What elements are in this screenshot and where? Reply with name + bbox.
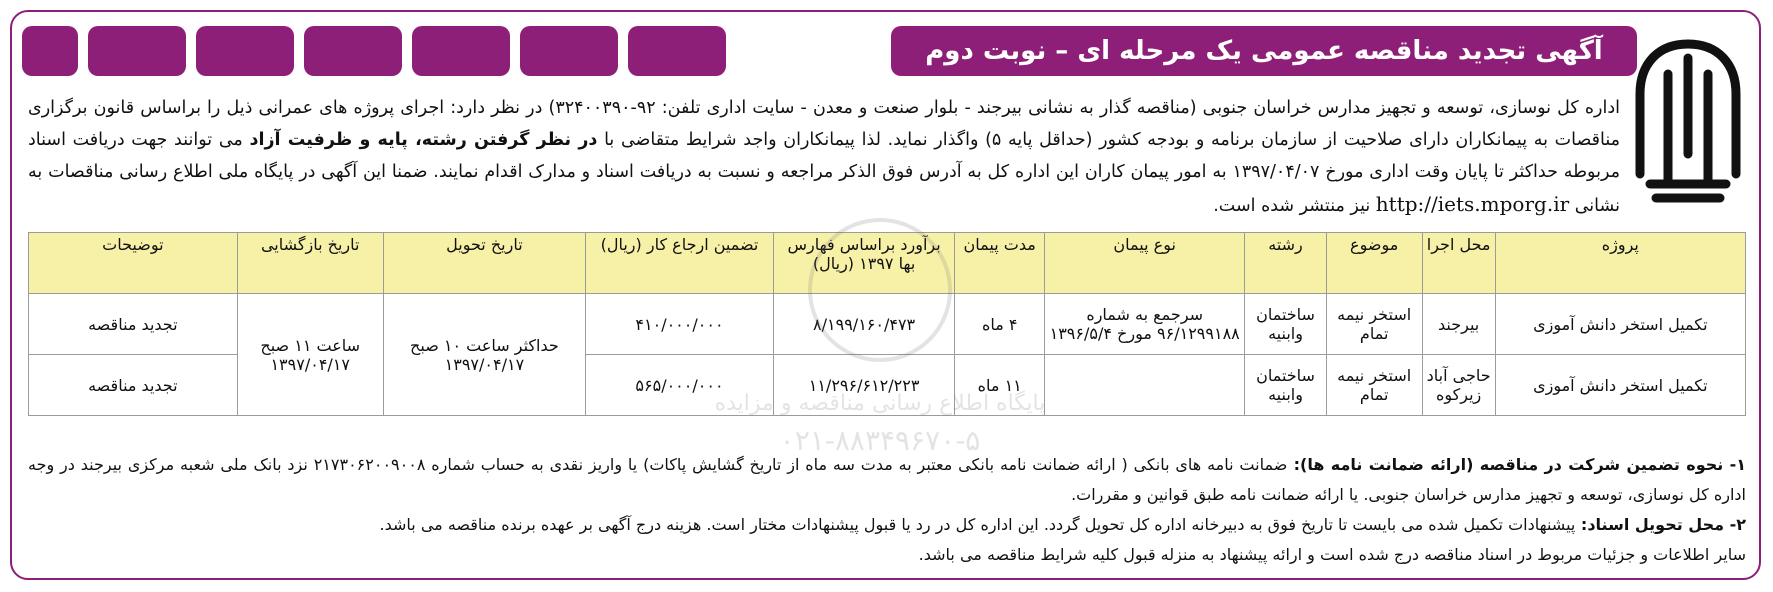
cell-field: ساختمان وابنیه bbox=[1245, 355, 1326, 416]
title-block-2 bbox=[88, 26, 186, 76]
cell-opening: ساعت ۱۱ صبح ۱۳۹۷/۰۴/۱۷ bbox=[237, 294, 383, 416]
header-contract-type: نوع پیمان bbox=[1045, 233, 1245, 294]
table-row bbox=[29, 294, 1746, 355]
title-block-4 bbox=[304, 26, 402, 76]
cell-guarantee: ۴۱۰/۰۰۰/۰۰۰ bbox=[586, 294, 774, 355]
organization-logo bbox=[1628, 34, 1748, 204]
footer-line-2-label: ۲- محل تحویل اسناد: bbox=[1575, 515, 1746, 534]
cell-notes: تجدید مناقصه bbox=[29, 294, 238, 355]
intro-bold-text: در نظر گرفتن رشته، پایه و ظرفیت آزاد bbox=[249, 130, 598, 150]
cell-estimate: ۸/۱۹۹/۱۶۰/۴۷۳ bbox=[773, 294, 955, 355]
cell-project: تکمیل استخر دانش آموزی bbox=[1495, 294, 1745, 355]
watermark-line-1: پایگاه اطلاع رسانی مناقصه و مزایده bbox=[714, 391, 1046, 416]
footer-line-1 bbox=[28, 450, 1746, 510]
footer-conditions bbox=[28, 450, 1746, 570]
title-block-7 bbox=[628, 26, 726, 76]
footer-line-2 bbox=[28, 510, 1746, 540]
cell-subject: استخر نیمه تمام bbox=[1326, 355, 1422, 416]
intro-text-1: اداره کل نوسازی، توسعه و تجهیز مدارس خراسان جنوبی (مناقصه گذار به نشانی بیرجند - بلوار صنعت و معدن - سایت اداری تلفن: ۹۲-۳۲۴۰۰۳۹۰) در نظر دارد: اجرای پروژه های عمرانی ذیل را براساس قانون برگزاری مناقصات به پیمانکاران دارای صلاحیت از سازمان برنامه و بودجه کشور (حداقل پایه ۵) واگذار نماید. لذا پیمانکاران واجد شرایط متقاضی با bbox=[28, 98, 1621, 150]
title-block-1 bbox=[22, 26, 78, 76]
cell-guarantee: ۵۶۵/۰۰۰/۰۰۰ bbox=[586, 355, 774, 416]
header-opening: تاریخ بازگشایی bbox=[237, 233, 383, 294]
footer-line-1-label: ۱- نحوه تضمین شرکت در مناقصه (ارائه ضمانت نامه ها): bbox=[1287, 455, 1747, 474]
cell-estimate: ۱۱/۲۹۶/۶۱۲/۲۲۳ bbox=[773, 355, 955, 416]
header-duration: مدت پیمان bbox=[955, 233, 1045, 294]
footer-line-2-text: پیشنهادات تکمیل شده می بایست تا تاریخ فوق به دبیرخانه اداره کل تحویل گردد. این اداره کل در رد یا قبول پیشنهادات مختار است. هزینه درج آگهی بر عهده برنده مناقصه می باشد. bbox=[379, 515, 1576, 534]
intro-text-2: می توانند جهت دریافت اسناد مربوطه حداکثر تا پایان وقت اداری مورخ ۱۳۹۷/۰۴/۰۷ به امور پیمان کاران این اداره کل به آدرس فوق الذکر مراجعه و نسبت به دریافت اسناد و مدارک اقدام نمایند. ضمنا این آگهی در پایگاه ملی اطلاع رسانی مناقصات به نشانی bbox=[28, 130, 1620, 216]
notice-title-box bbox=[891, 26, 1637, 76]
cell-field: ساختمان وابنیه bbox=[1245, 294, 1326, 355]
cell-subject: استخر نیمه تمام bbox=[1326, 294, 1422, 355]
header-project: پروژه bbox=[1495, 233, 1745, 294]
header-location: محل اجرا bbox=[1422, 233, 1495, 294]
header-subject: موضوع bbox=[1326, 233, 1422, 294]
tender-table bbox=[28, 232, 1746, 416]
title-block-5 bbox=[412, 26, 510, 76]
footer-line-1-text: ضمانت نامه های بانکی ( ارائه ضمانت نامه بانکی معتبر به مدت سه ماه از تاریخ گشایش پاکات) یا واریز نقدی به حساب شماره ۲۱۷۳۰۶۲۰۰۹۰۰۸ نزد بانک ملی شعبه مرکزی بیرجند در وجه اداره کل نوسازی، توسعه و تجهیز مدارس خراسان جنوبی. یا ارائه ضمانت نامه طبق قوانین و مقررات. bbox=[28, 455, 1746, 504]
cell-project: تکمیل استخر دانش آموزی bbox=[1495, 355, 1745, 416]
title-block-6 bbox=[520, 26, 618, 76]
cell-duration: ۱۱ ماه bbox=[955, 355, 1045, 416]
title-block-3 bbox=[196, 26, 294, 76]
cell-contract-type: سرجمع به شماره ۹۶/۱۲۹۹۱۸۸ مورخ ۱۳۹۶/۵/۴ bbox=[1045, 294, 1245, 355]
cell-delivery: حداکثر ساعت ۱۰ صبح ۱۳۹۷/۰۴/۱۷ bbox=[383, 294, 585, 416]
cell-notes: تجدید مناقصه bbox=[29, 355, 238, 416]
intro-paragraph bbox=[28, 92, 1620, 222]
header-field: رشته bbox=[1245, 233, 1326, 294]
notice-title: آگهی تجدید مناقصه عمومی یک مرحله ای – نوبت دوم bbox=[925, 36, 1603, 66]
cell-contract-type bbox=[1045, 355, 1245, 416]
tender-portal-link[interactable]: http://iets.mporg.ir bbox=[1375, 192, 1570, 216]
footer-line-3: سایر اطلاعات و جزئیات مربوط در اسناد مناقصه درج شده است و ارائه پیشنهاد به منزله قبول کلیه شرایط مناقصه می باشد. bbox=[918, 545, 1746, 564]
header-estimate: برآورد براساس فهارس بها ۱۳۹۷ (ریال) bbox=[773, 233, 955, 294]
cell-duration: ۴ ماه bbox=[955, 294, 1045, 355]
intro-text-3: نیز منتشر شده است. bbox=[1213, 196, 1376, 216]
cell-location: حاجی آباد زیرکوه bbox=[1422, 355, 1495, 416]
header-notes: توضیحات bbox=[29, 233, 238, 294]
header-delivery: تاریخ تحویل bbox=[383, 233, 585, 294]
watermark-line-2: ۰۲۱-۸۸۳۴۹۶۷۰-۵ bbox=[779, 424, 981, 457]
cell-location: بیرجند bbox=[1422, 294, 1495, 355]
header-guarantee: تضمین ارجاع کار (ریال) bbox=[586, 233, 774, 294]
table-header-row bbox=[29, 233, 1746, 294]
title-bar bbox=[22, 26, 1637, 76]
